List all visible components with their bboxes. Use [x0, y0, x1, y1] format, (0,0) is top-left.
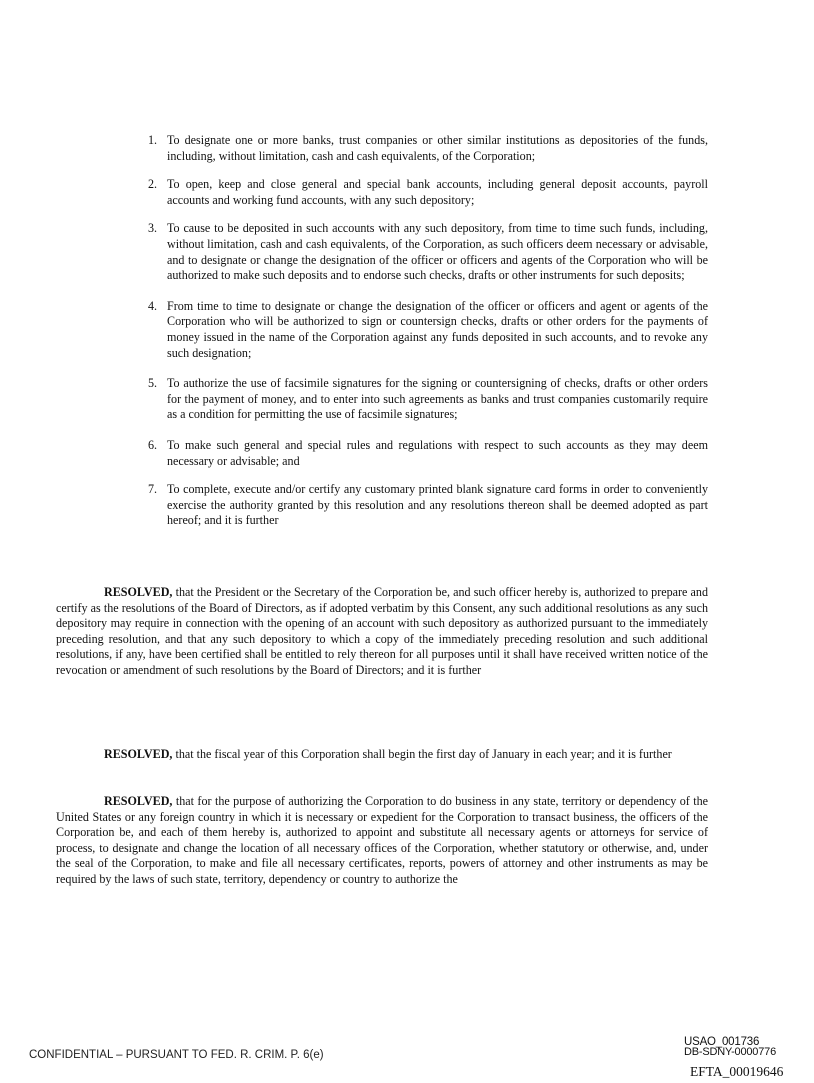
- resolution-paragraph: [56, 794, 708, 887]
- resolved-lead: RESOLVED,: [104, 794, 173, 808]
- list-item-text: From time to time to designate or change the designation of the officer or officers and agent or agents of the Corporation who will be authorized to sign or countersign checks, drafts or other orders for the payments of money issued in the name of the Corporation against any funds deposited in such accounts, and to revoke any such designation;: [167, 298, 708, 360]
- list-item: [148, 177, 708, 208]
- resolution-paragraph: [56, 747, 708, 763]
- list-item-number: 2.: [148, 177, 158, 192]
- resolution-text: that for the purpose of authorizing the Corporation to do business in any state, territory or dependency of the United States or any foreign country in which it is necessary or expedient for the Corporation to transact business, the officers of the Corporation be, and each of them hereby is, authorized to appoint and substitute all necessary agents or attorneys for service of process, to designate and change the location of all necessary offices of the Corporation, whether statutory or otherwise, and, under the seal of the Corporation, to make and file all necessary certificates, reports, powers of attorney and other instruments as may be required by the laws of such state, territory, dependency or country to authorize the: [56, 794, 708, 886]
- list-item-number: 5.: [148, 376, 158, 391]
- list-item-text: To complete, execute and/or certify any customary printed blank signature card forms in order to conveniently exercise the authority granted by this resolution and any resolutions thereon shall be deemed adopted as part hereof; and it is further: [167, 482, 708, 528]
- list-item-number: 4.: [148, 298, 158, 313]
- resolved-lead: RESOLVED,: [104, 747, 173, 761]
- list-item: [148, 376, 708, 423]
- list-item-number: 3.: [148, 221, 158, 236]
- list-item: [148, 133, 708, 164]
- list-item-text: To make such general and special rules and regulations with respect to such accounts as they may deem necessary or advisable; and: [167, 437, 708, 468]
- list-item: [148, 438, 708, 469]
- resolution-text: that the President or the Secretary of the Corporation be, and such officer hereby is, authorized to prepare and certify as the resolutions of the Board of Directors, as if adopted verbatim by this Consent, any such additional resolutions as any such depository may require in connection with the opening of an account with such depository as authorized pursuant to the immediately preceding resolution, and that any such depository to which a copy of the immediately preceding resolution and such additional resolutions, if any, have been certified shall be entitled to rely thereon for all purposes until it shall have received written notice of the revocation or amendment of such resolutions by the Board of Directors; and it is further: [56, 585, 708, 677]
- resolution-text: that the fiscal year of this Corporation shall begin the first day of January in each year; and it is further: [172, 747, 672, 761]
- list-item-text: To authorize the use of facsimile signatures for the signing or countersigning of checks, drafts or other orders for the payment of money, and to enter into such agreements as banks and trust companies customarily require as a condition for permitting the use of facsimile signatures;: [167, 376, 708, 422]
- confidential-footer: CONFIDENTIAL – PURSUANT TO FED. R. CRIM. P. 6(e): [29, 1049, 324, 1061]
- numbered-list: [148, 133, 708, 542]
- list-item: [148, 299, 708, 361]
- list-item: [148, 482, 708, 529]
- list-item-number: 1.: [148, 133, 158, 147]
- list-item: [148, 221, 708, 283]
- list-item-text: To designate one or more banks, trust companies or other similar institutions as depositories of the funds, including, without limitation, cash and cash equivalents, of the Corporation;: [167, 133, 708, 163]
- efta-number: EFTA_00019646: [690, 1064, 784, 1079]
- resolved-lead: RESOLVED,: [104, 585, 173, 599]
- bates-usao: USAO_001736: [684, 1036, 760, 1048]
- list-item-text: To open, keep and close general and special bank accounts, including general deposit accounts, payroll accounts and working fund accounts, with any such depository;: [167, 177, 708, 207]
- bates-db-sdny: DB-SDNY-0000776: [684, 1046, 776, 1058]
- resolution-paragraph: [56, 585, 708, 678]
- list-item-text: To cause to be deposited in such accounts with any such depository, from time to time such funds, including, without limitation, cash and cash equivalents, of the Corporation, as such officers deem necessary or advisable, and to designate or change the designation of the officer or officers and agents of the Corporation who will be authorized to make such deposits and to endorse such checks, drafts or other instruments for such deposits;: [167, 221, 708, 283]
- list-item-number: 6.: [148, 437, 158, 452]
- list-item-number: 7.: [148, 482, 158, 497]
